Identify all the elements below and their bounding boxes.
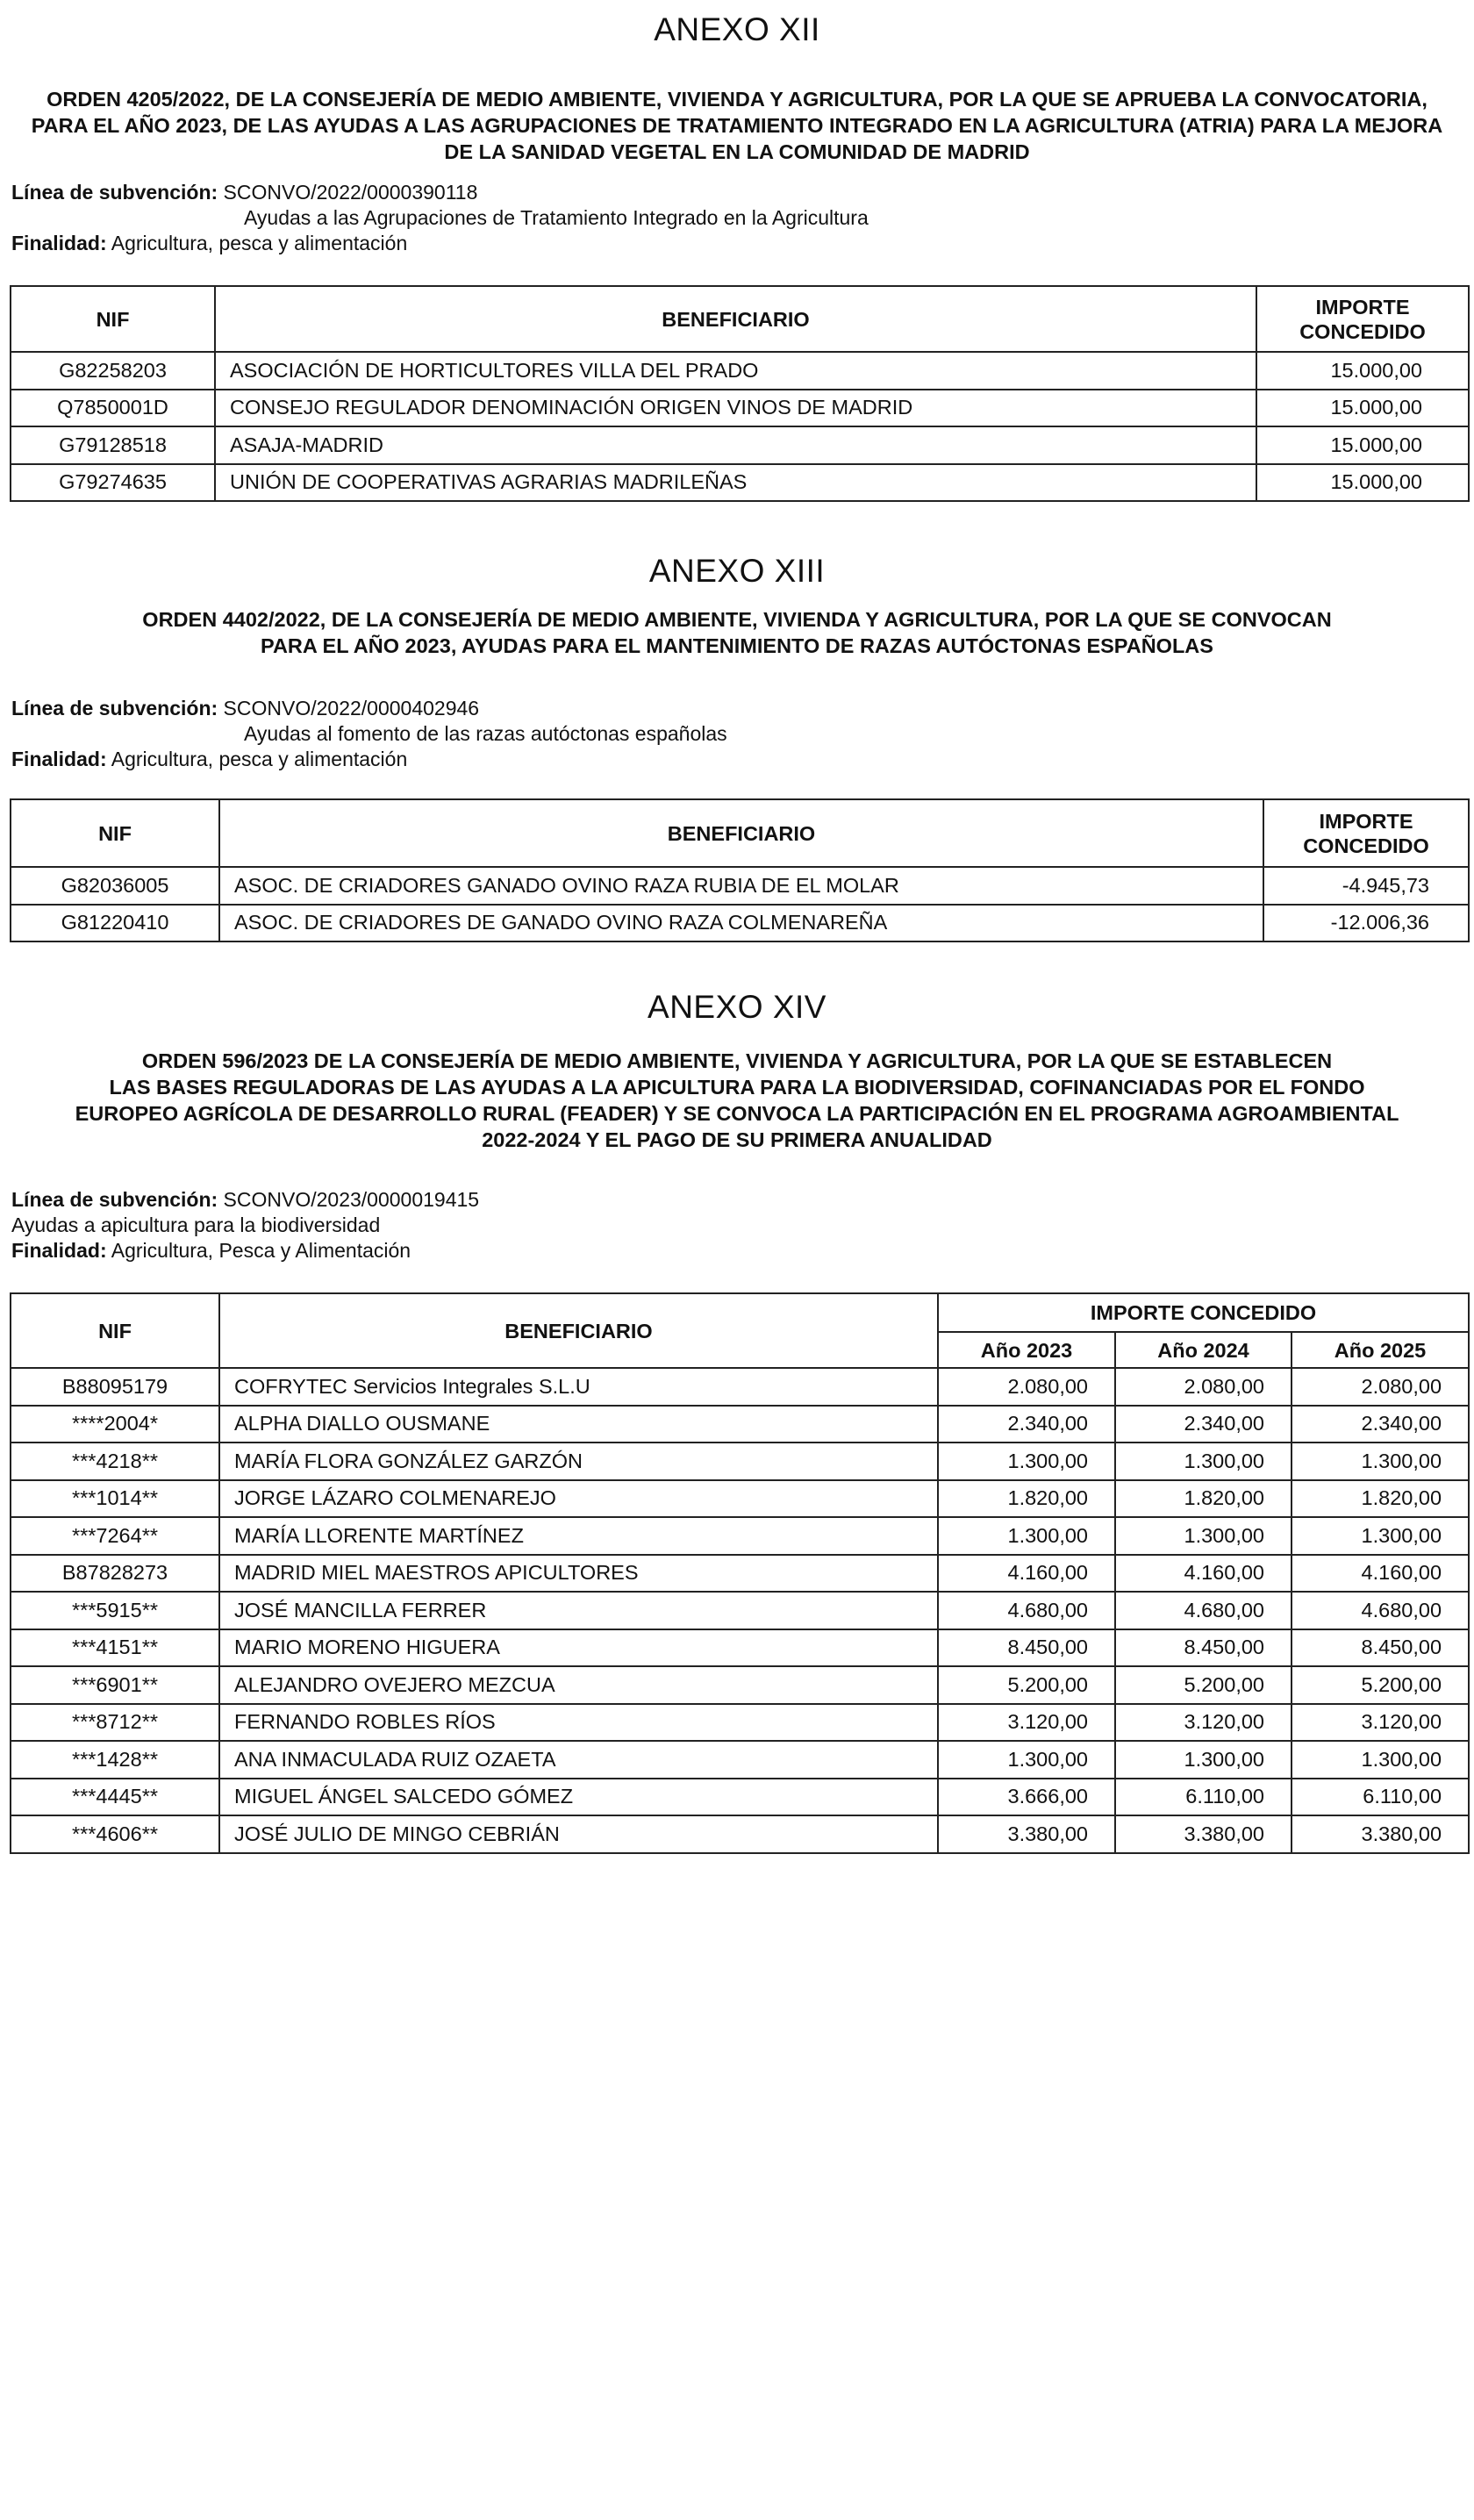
nif-cell: G79128518: [11, 426, 215, 464]
table-row: [11, 1406, 1469, 1443]
amount-2025-cell: 2.340,00: [1292, 1406, 1469, 1443]
table-row: [11, 1368, 1469, 1406]
table-row: [11, 1666, 1469, 1704]
amount-2025-cell: 3.380,00: [1292, 1815, 1469, 1853]
order-title: [18, 1048, 1456, 1153]
amount-2024-cell: 2.080,00: [1115, 1368, 1292, 1406]
amount-2024-cell: 5.200,00: [1115, 1666, 1292, 1704]
beneficiary-cell: ASOCIACIÓN DE HORTICULTORES VILLA DEL PRADO: [215, 352, 1256, 390]
amount-2024-cell: 8.450,00: [1115, 1629, 1292, 1667]
column-header-year-2025: Año 2025: [1292, 1332, 1469, 1368]
amount-2023-cell: 3.120,00: [938, 1704, 1115, 1742]
nif-cell: ***4606**: [11, 1815, 219, 1853]
header-line: IMPORTE: [1315, 295, 1410, 319]
column-header-year-2024: Año 2024: [1115, 1332, 1292, 1368]
amount-2024-cell: 1.300,00: [1115, 1443, 1292, 1480]
amount-cell: -4.945,73: [1263, 867, 1469, 905]
beneficiary-cell: ASAJA-MADRID: [215, 426, 1256, 464]
column-header-importe: IMPORTE CONCEDIDO: [938, 1293, 1469, 1332]
table-row: [11, 1443, 1469, 1480]
beneficiary-cell: JOSÉ MANCILLA FERRER: [219, 1592, 938, 1629]
order-title-line: PARA EL AÑO 2023, AYUDAS PARA EL MANTENIMIENTO DE RAZAS AUTÓCTONAS ESPAÑOLAS: [261, 634, 1213, 657]
beneficiary-cell: FERNANDO ROBLES RÍOS: [219, 1704, 938, 1742]
amount-2023-cell: 4.680,00: [938, 1592, 1115, 1629]
linea-code: SCONVO/2023/0000019415: [223, 1188, 480, 1211]
amount-2024-cell: 1.300,00: [1115, 1517, 1292, 1555]
table-row: [11, 867, 1469, 905]
amount-2024-cell: 4.160,00: [1115, 1555, 1292, 1593]
nif-cell: ***6901**: [11, 1666, 219, 1704]
beneficiary-cell: ALPHA DIALLO OUSMANE: [219, 1406, 938, 1443]
amount-2023-cell: 1.820,00: [938, 1480, 1115, 1518]
beneficiary-cell: MADRID MIEL MAESTROS APICULTORES: [219, 1555, 938, 1593]
amount-2023-cell: 3.666,00: [938, 1779, 1115, 1816]
annex-title: ANEXO XIII: [648, 553, 826, 589]
amount-2024-cell: 6.110,00: [1115, 1779, 1292, 1816]
table-row: [11, 1704, 1469, 1742]
amount-2025-cell: 1.300,00: [1292, 1517, 1469, 1555]
finalidad-value: Agricultura, Pesca y Alimentación: [111, 1239, 411, 1262]
annex-xii-header: [0, 11, 1474, 165]
beneficiary-cell: COFRYTEC Servicios Integrales S.L.U: [219, 1368, 938, 1406]
order-title-line: LAS BASES REGULADORAS DE LAS AYUDAS A LA APICULTURA PARA LA BIODIVERSIDAD, COFINANCIADAS POR EL FONDO: [109, 1076, 1365, 1099]
amount-2023-cell: 2.080,00: [938, 1368, 1115, 1406]
nif-cell: G82258203: [11, 352, 215, 390]
order-title-line: ORDEN 596/2023 DE LA CONSEJERÍA DE MEDIO AMBIENTE, VIVIENDA Y AGRICULTURA, POR LA QUE SE ESTABLECEN: [141, 1049, 1333, 1072]
column-header-nif: NIF: [11, 799, 219, 867]
linea-label: Línea de subvención:: [11, 697, 218, 719]
finalidad-label: Finalidad:: [11, 1239, 107, 1262]
finalidad-value: Agricultura, pesca y alimentación: [111, 748, 408, 770]
table-row: [11, 1629, 1469, 1667]
beneficiary-cell: ANA INMACULADA RUIZ OZAETA: [219, 1741, 938, 1779]
amount-2024-cell: 1.820,00: [1115, 1480, 1292, 1518]
amount-2025-cell: 1.300,00: [1292, 1741, 1469, 1779]
nif-cell: ***1014**: [11, 1480, 219, 1518]
nif-cell: ***4445**: [11, 1779, 219, 1816]
annex-title: ANEXO XIV: [648, 989, 826, 1025]
table-row: [11, 1815, 1469, 1853]
column-header-nif: NIF: [11, 1293, 219, 1368]
beneficiary-cell: JORGE LÁZARO COLMENAREJO: [219, 1480, 938, 1518]
beneficiary-cell: UNIÓN DE COOPERATIVAS AGRARIAS MADRILEÑAS: [215, 464, 1256, 502]
amount-cell: 15.000,00: [1256, 426, 1469, 464]
nif-cell: ****2004*: [11, 1406, 219, 1443]
header-line: CONCEDIDO: [1299, 319, 1426, 343]
beneficiary-cell: MIGUEL ÁNGEL SALCEDO GÓMEZ: [219, 1779, 938, 1816]
amount-2025-cell: 4.680,00: [1292, 1592, 1469, 1629]
amount-2024-cell: 3.380,00: [1115, 1815, 1292, 1853]
nif-cell: ***4218**: [11, 1443, 219, 1480]
beneficiary-cell: ASOC. DE CRIADORES GANADO OVINO RAZA RUBIA DE EL MOLAR: [219, 867, 1263, 905]
column-header-importe: [1263, 799, 1469, 867]
column-header-nif: NIF: [11, 286, 215, 352]
linea-label: Línea de subvención:: [11, 1188, 218, 1211]
amount-2023-cell: 2.340,00: [938, 1406, 1115, 1443]
beneficiary-cell: MARIO MORENO HIGUERA: [219, 1629, 938, 1667]
linea-description: Ayudas a las Agrupaciones de Tratamiento Integrado en la Agricultura: [244, 206, 869, 229]
order-title-line: 2022-2024 Y EL PAGO DE SU PRIMERA ANUALIDAD: [482, 1128, 992, 1151]
annex-xiii-header: [0, 552, 1474, 659]
amount-2024-cell: 4.680,00: [1115, 1592, 1292, 1629]
beneficiary-cell: ASOC. DE CRIADORES DE GANADO OVINO RAZA COLMENAREÑA: [219, 905, 1263, 942]
nif-cell: ***7264**: [11, 1517, 219, 1555]
finalidad-value: Agricultura, pesca y alimentación: [111, 232, 408, 254]
nif-cell: ***4151**: [11, 1629, 219, 1667]
column-header-importe: [1256, 286, 1469, 352]
linea-description: Ayudas al fomento de las razas autóctonas españolas: [244, 722, 727, 745]
amount-2023-cell: 1.300,00: [938, 1741, 1115, 1779]
annex-xii-meta: [11, 180, 869, 256]
table-row: [11, 905, 1469, 942]
order-title: [18, 606, 1456, 659]
beneficiary-cell: MARÍA LLORENTE MARTÍNEZ: [219, 1517, 938, 1555]
nif-cell: ***8712**: [11, 1704, 219, 1742]
beneficiary-cell: CONSEJO REGULADOR DENOMINACIÓN ORIGEN VINOS DE MADRID: [215, 390, 1256, 427]
amount-2025-cell: 1.820,00: [1292, 1480, 1469, 1518]
amount-2023-cell: 1.300,00: [938, 1517, 1115, 1555]
annex-xiv-header: [0, 988, 1474, 1153]
order-title-line: ORDEN 4402/2022, DE LA CONSEJERÍA DE MEDIO AMBIENTE, VIVIENDA Y AGRICULTURA, POR LA QUE SE CONVOCAN: [142, 608, 1332, 631]
amount-2023-cell: 3.380,00: [938, 1815, 1115, 1853]
beneficiary-cell: MARÍA FLORA GONZÁLEZ GARZÓN: [219, 1443, 938, 1480]
annex-xiv-meta: [11, 1187, 479, 1264]
order-title: ORDEN 4205/2022, DE LA CONSEJERÍA DE MEDIO AMBIENTE, VIVIENDA Y AGRICULTURA, POR LA QUE SE APRUEBA LA CONVOCATORIA, PARA EL AÑO 2023, DE LAS AYUDAS A LAS AGRUPACIONES DE TRATAMIENTO INTEGRADO EN LA AGRICULTURA (ATRIA) PARA LA MEJORA DE LA SANIDAD VEGETAL EN LA COMUNIDAD DE MADRID: [31, 88, 1443, 163]
nif-cell: Q7850001D: [11, 390, 215, 427]
nif-cell: B87828273: [11, 1555, 219, 1593]
amount-2023-cell: 5.200,00: [938, 1666, 1115, 1704]
annex-xiii-meta: [11, 696, 727, 772]
amount-2023-cell: 4.160,00: [938, 1555, 1115, 1593]
amount-2024-cell: 3.120,00: [1115, 1704, 1292, 1742]
nif-cell: G79274635: [11, 464, 215, 502]
table-row: [11, 1480, 1469, 1518]
amount-2025-cell: 6.110,00: [1292, 1779, 1469, 1816]
amount-2024-cell: 1.300,00: [1115, 1741, 1292, 1779]
amount-2025-cell: 8.450,00: [1292, 1629, 1469, 1667]
amount-2025-cell: 3.120,00: [1292, 1704, 1469, 1742]
header-line: CONCEDIDO: [1303, 834, 1429, 857]
linea-description: Ayudas a apicultura para la biodiversidad: [11, 1213, 381, 1236]
amount-2025-cell: 4.160,00: [1292, 1555, 1469, 1593]
table-row: [11, 1592, 1469, 1629]
beneficiary-cell: JOSÉ JULIO DE MINGO CEBRIÁN: [219, 1815, 938, 1853]
amount-2025-cell: 5.200,00: [1292, 1666, 1469, 1704]
nif-cell: G82036005: [11, 867, 219, 905]
table-row: [11, 1517, 1469, 1555]
nif-cell: ***5915**: [11, 1592, 219, 1629]
nif-cell: ***1428**: [11, 1741, 219, 1779]
column-header-beneficiario: BENEFICIARIO: [215, 286, 1256, 352]
amount-cell: 15.000,00: [1256, 352, 1469, 390]
linea-code: SCONVO/2022/0000402946: [223, 697, 480, 719]
order-title-line: EUROPEO AGRÍCOLA DE DESARROLLO RURAL (FEADER) Y SE CONVOCA LA PARTICIPACIÓN EN EL PROGRAMA AGROAMBIENTAL: [75, 1102, 1399, 1125]
header-line: IMPORTE: [1319, 809, 1413, 833]
table-row: [11, 426, 1469, 464]
table-row: [11, 1741, 1469, 1779]
column-header-year-2023: Año 2023: [938, 1332, 1115, 1368]
table-row: [11, 1555, 1469, 1593]
amount-2025-cell: 2.080,00: [1292, 1368, 1469, 1406]
finalidad-label: Finalidad:: [11, 232, 107, 254]
table-row: [11, 1779, 1469, 1816]
column-header-beneficiario: BENEFICIARIO: [219, 799, 1263, 867]
amount-cell: 15.000,00: [1256, 464, 1469, 502]
annex-title: ANEXO XII: [654, 11, 820, 47]
beneficiary-cell: ALEJANDRO OVEJERO MEZCUA: [219, 1666, 938, 1704]
annex-xiii-table: [10, 798, 1470, 942]
finalidad-label: Finalidad:: [11, 748, 107, 770]
linea-code: SCONVO/2022/0000390118: [223, 181, 478, 204]
amount-cell: 15.000,00: [1256, 390, 1469, 427]
nif-cell: G81220410: [11, 905, 219, 942]
table-row: [11, 352, 1469, 390]
nif-cell: B88095179: [11, 1368, 219, 1406]
annex-xiv-table: [10, 1292, 1470, 1854]
linea-label: Línea de subvención:: [11, 181, 218, 204]
amount-2025-cell: 1.300,00: [1292, 1443, 1469, 1480]
table-row: [11, 464, 1469, 502]
amount-2023-cell: 8.450,00: [938, 1629, 1115, 1667]
table-row: [11, 390, 1469, 427]
annex-xii-table: [10, 285, 1470, 502]
amount-2024-cell: 2.340,00: [1115, 1406, 1292, 1443]
column-header-beneficiario: BENEFICIARIO: [219, 1293, 938, 1368]
amount-cell: -12.006,36: [1263, 905, 1469, 942]
amount-2023-cell: 1.300,00: [938, 1443, 1115, 1480]
